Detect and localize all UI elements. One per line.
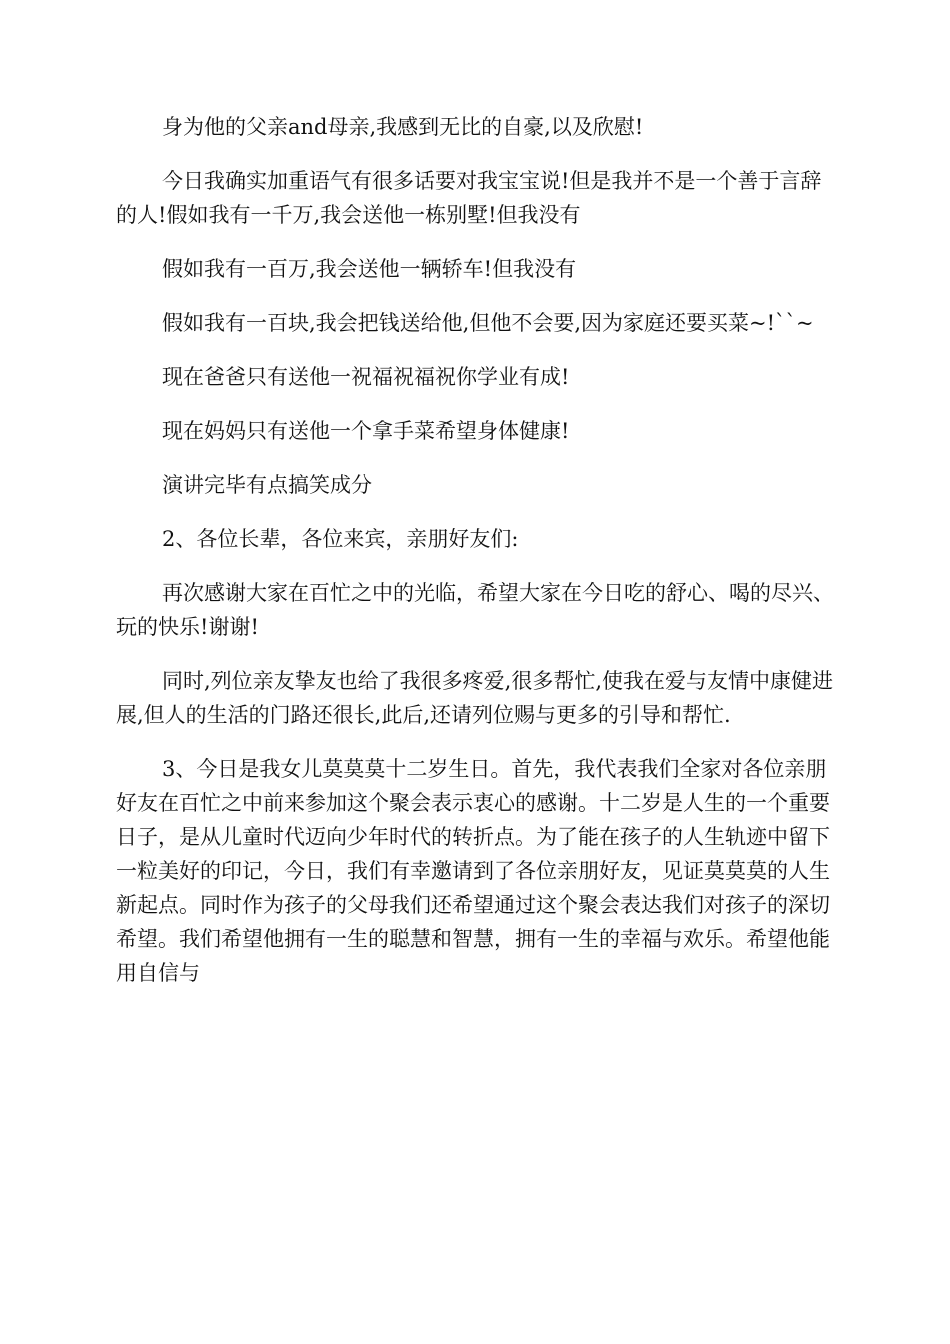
document-body [116,110,838,990]
paragraph-7: 演讲完毕有点搞笑成分 [162,473,372,497]
paragraph-10: 同时,列位亲友挚友也给了我很多疼爱,很多帮忙,使我在爱与友情中康健进展,但人的生活的门路还很长,此后,还请列位赐与更多的引导和帮忙. [116,669,834,727]
paragraph-11: 3、今日是我女儿莫莫莫十二岁生日。首先，我代表我们全家对各位亲朋好友在百忙之中前来参加这个聚会表示衷心的感谢。十二岁是人生的一个重要日子，是从儿童时代迈向少年时代的转折点。为了能在孩子的人生轨迹中留下一粒美好的印记，今日，我们有幸邀请到了各位亲朋好友，见证莫莫莫的人生新起点。同时作为孩子的父母我们还希望通过这个聚会表达我们对孩子的深切希望。我们希望他拥有一生的聪慧和智慧，拥有一生的幸福与欢乐。希望他能用自信与 [116,757,830,985]
paragraph-6: 现在妈妈只有送他一个拿手菜希望身体健康! [162,419,570,443]
paragraph-4: 假如我有一百块,我会把钱送给他,但他不会要,因为家庭还要买菜~!``~ [162,311,814,335]
paragraph-3: 假如我有一百万,我会送他一辆轿车!但我没有 [162,257,577,281]
paragraph-8: 2、各位长辈，各位来宾，亲朋好友们: [162,527,519,551]
paragraph-5: 现在爸爸只有送他一祝福祝福祝你学业有成! [162,365,570,389]
paragraph-9: 再次感谢大家在百忙之中的光临，希望大家在今日吃的舒心、喝的尽兴、玩的快乐!谢谢! [116,581,834,639]
paragraph-1: 身为他的父亲and母亲,我感到无比的自豪,以及欣慰! [162,115,644,139]
paragraph-2: 今日我确实加重语气有很多话要对我宝宝说!但是我并不是一个善于言辞的人!假如我有一千万,我会送他一栋别墅!但我没有 [116,169,822,227]
